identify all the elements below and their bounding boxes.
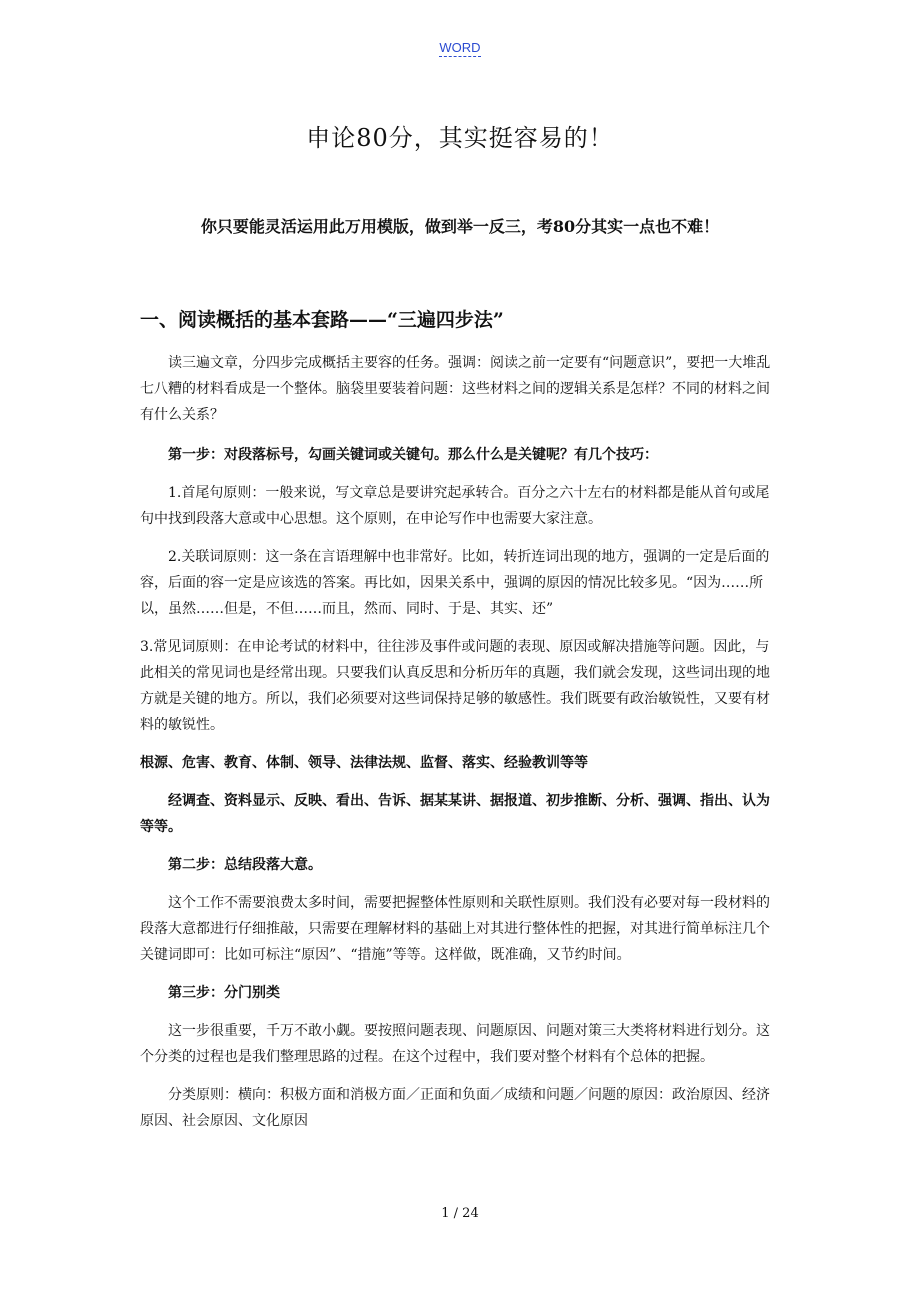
page-number: 1 / 24 (441, 1206, 479, 1221)
paragraph-classification: 分类原则：横向：积极方面和消极方面／正面和负面／成绩和问题／问题的原因：政治原因、经济原因、社会原因、文化原因 (140, 1087, 770, 1129)
header-word-link[interactable]: WORD (439, 40, 481, 55)
paragraph-step3: 第三步：分门别类 (168, 985, 280, 1001)
paragraph-rule2: 2.关联词原则：这一条在言语理解中也非常好。比如，转折连词出现的地方，强调的一定是后面的容，后面的容一定是应该选的答案。再比如，因果关系中，强调的原因的情况比较多见。“因为……所以，虽然……但是，不但……而且，然而、同时、于是、其实、还” (140, 549, 770, 617)
document-subtitle: 你只要能灵活运用此万用模版，做到举一反三，考80分其实一点也不难！ (200, 217, 720, 236)
document-title: 申论80分，其实挺容易的！ (306, 124, 614, 152)
paragraph-step2: 第二步：总结段落大意。 (168, 857, 322, 873)
paragraph-rule1: 1.首尾句原则：一般来说，写文章总是要讲究起承转合。百分之六十左右的材料都是能从首句或尾句中找到段落大意或中心思想。这个原则，在申论写作中也需要大家注意。 (140, 485, 770, 527)
page-header (0, 40, 920, 55)
paragraph-step1: 第一步：对段落标号，勾画关键词或关键句。那么什么是关键呢？有几个技巧： (168, 447, 658, 463)
paragraph-intro: 读三遍文章，分四步完成概括主要容的任务。强调：阅读之前一定要有“问题意识”，要把一大堆乱七八糟的材料看成是一个整体。脑袋里要装着问题：这些材料之间的逻辑关系是怎样？不同的材料之间有什么关系？ (140, 355, 771, 423)
body-content (140, 350, 780, 1134)
paragraph-keywords1: 根源、危害、教育、体制、领导、法律法规、监督、落实、经验教训等等 (140, 755, 588, 771)
paragraph-rule3: 3.常见词原则：在申论考试的材料中，往往涉及事件或问题的表现、原因或解决措施等问题。因此，与此相关的常见词也是经常出现。只要我们认真反思和分析历年的真题，我们就会发现，这些词出现的地方就是关键的地方。所以，我们必须要对这些词保持足够的敏感性。我们既要有政治敏锐性，又要有材料的敏锐性。 (140, 639, 770, 733)
paragraph-step2-body: 这个工作不需要浪费太多时间，需要把握整体性原则和关联性原则。我们没有必要对每一段材料的段落大意都进行仔细推敲，只需要在理解材料的基础上对其进行整体性的把握，对其进行简单标注几个关键词即可：比如可标注“原因”、“措施”等等。这样做，既准确，又节约时间。 (140, 895, 770, 963)
paragraph-keywords2: 经调查、资料显示、反映、看出、告诉、据某某讲、据报道、初步推断、分析、强调、指出、认为等等。 (140, 793, 770, 835)
paragraph-step3-body: 这一步很重要，千万不敢小觑。要按照问题表现、问题原因、问题对策三大类将材料进行划分。这个分类的过程也是我们整理思路的过程。在这个过程中，我们要对整个材料有个总体的把握。 (140, 1023, 770, 1065)
section-heading: 一、阅读概括的基本套路——“三遍四步法” (140, 309, 504, 331)
